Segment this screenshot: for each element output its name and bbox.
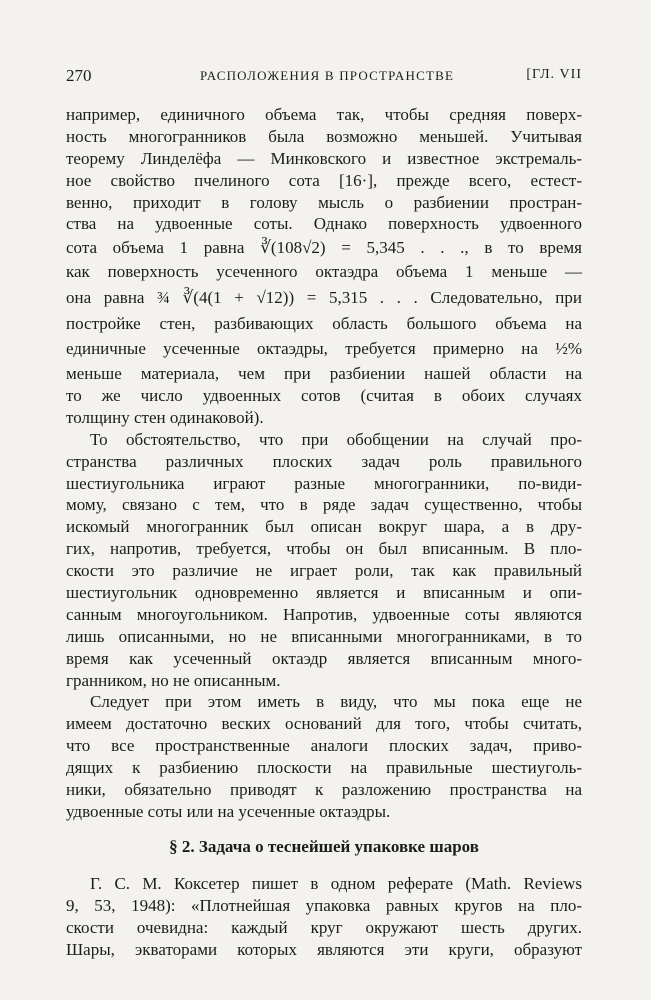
section-heading: § 2. Задача о теснейшей упаковке шаров	[169, 836, 479, 856]
text-line: лишь описанными, но не вписанными многогранниками, в то	[66, 626, 582, 646]
text-line-formula: она равна ¾ ∛(4(1 + √12)) = 5,315 . . . Следовательно, при	[66, 288, 582, 308]
page-number: 270	[66, 66, 92, 85]
paragraph-3	[66, 691, 582, 822]
text-line: венно, приходит в голову мысль о разбиении простран-	[66, 192, 582, 212]
text-line: Г. С. М. Коксетер пишет в одном реферате (Math. Reviews	[90, 873, 582, 893]
text-line: скости очевидна: каждый круг окружают шесть других.	[66, 917, 582, 937]
text-line: Шары, экваторами которых являются эти круги, образуют	[66, 939, 582, 959]
text-line: Следует при этом иметь в виду, что мы пока еще не	[90, 692, 582, 712]
text-line: меньше материала, чем при разбиении нашей области на	[66, 364, 582, 384]
text-line: То обстоятельство, что при обобщении на случай про-	[90, 429, 582, 449]
text-line: санным многоугольником. Напротив, удвоенные соты являются	[66, 604, 582, 624]
text-line: как поверхность усеченного октаэдра объема 1 меньше —	[66, 262, 582, 282]
paragraph-2	[66, 429, 582, 692]
text-line: ства на удвоенные соты. Однако поверхность удвоенного	[66, 214, 582, 234]
text-line: толщину стен одинаковой).	[66, 407, 264, 427]
text-line: ность многогранников была возможно меньшей. Учитывая	[66, 126, 582, 146]
text-line: время как усеченный октаэдр является вписанным много-	[66, 648, 582, 668]
text-line: шестиугольник одновременно является и вписанным и опи-	[66, 583, 582, 603]
paragraph-4	[66, 873, 582, 961]
text-line: скости это различие не играет роли, так как правильный	[66, 561, 582, 581]
text-line: искомый многогранник был описан вокруг шара, а в дру-	[66, 517, 582, 537]
text-line: гих, напротив, требуется, чтобы он был вписанным. В пло-	[66, 539, 582, 559]
text-line: шестиугольника играют разные многогранники, по-види-	[66, 473, 582, 493]
text-line: удвоенные соты или на усеченные октаэдры.	[66, 801, 391, 821]
text-line-formula: единичные усеченные октаэдры, требуется примерно на ½%	[66, 339, 582, 359]
text-line: имеем достаточно веских оснований для того, чтобы считать,	[66, 714, 582, 734]
text-line: например, единичного объема так, чтобы средняя поверх-	[66, 105, 582, 124]
chapter-label: [ГЛ. VII	[526, 67, 582, 82]
paragraph-1	[66, 104, 582, 429]
text-line: мому, связано с тем, что в ряде задач существенно, чтобы	[66, 495, 582, 515]
page-body	[66, 104, 582, 960]
text-line: ники, обязательно приводят к разложению пространства на	[66, 780, 582, 800]
text-line: что все пространственные аналоги плоских задач, приво-	[66, 736, 582, 756]
text-line: гранником, но не описанным.	[66, 670, 281, 690]
text-line: ное свойство пчелиного сота [16·], прежде всего, естест-	[66, 170, 582, 190]
text-line: постройке стен, разбивающих область большого объема на	[66, 314, 582, 334]
text-line-formula: сота объема 1 равна ∛(108√2) = 5,345 . . ., в то время	[66, 238, 582, 258]
text-line: теорему Линделёфа — Минковского и известное экстремаль-	[66, 148, 582, 168]
text-line: то же число удвоенных сотов (считая в обоих случаях	[66, 386, 582, 406]
text-line: 9, 53, 1948): «Плотнейшая упаковка равных кругов на пло-	[66, 895, 582, 915]
running-title: РАСПОЛОЖЕНИЯ В ПРОСТРАНСТВЕ	[200, 68, 455, 83]
page-header	[66, 66, 582, 88]
text-line: дящих к разбиению плоскости на правильные шестиуголь-	[66, 758, 582, 778]
text-line: странства различных плоских задач роль правильного	[66, 451, 582, 471]
